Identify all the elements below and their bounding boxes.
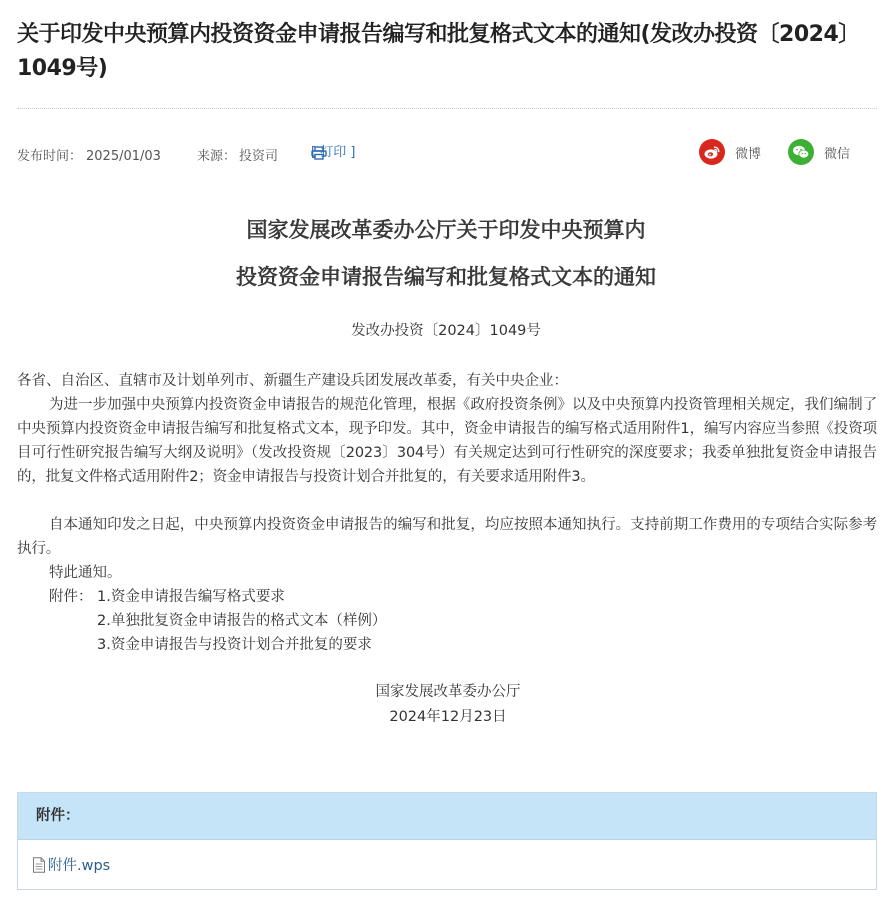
body-paragraph-2: 自本通知印发之日起，中央预算内投资资金申请报告的编写和批复，均应按照本通知执行。支持前期工作费用的专项结合实际参考执行。	[17, 517, 877, 557]
document-icon	[32, 857, 46, 873]
signer: 国家发展改革委办公厅	[375, 684, 521, 700]
publish-date-label: 发布时间：	[17, 149, 83, 164]
salutation: 各省、自治区、直辖市及计划单列市、新疆生产建设兵团发展改革委，有关中央企业：	[17, 373, 568, 389]
sign-date: 2024年12月23日	[389, 709, 507, 725]
attachment-item-1: 1.资金申请报告编写格式要求	[97, 589, 285, 605]
source-label: 来源：	[197, 149, 237, 164]
share-weibo-button[interactable]	[699, 139, 761, 165]
attachment-box	[17, 792, 877, 890]
attachment-item-2: 2.单独批复资金申请报告的格式文本（样例）	[97, 613, 387, 629]
wechat-label: 微信	[824, 146, 851, 162]
weibo-icon	[699, 139, 725, 165]
attachments-label: 附件：	[49, 589, 93, 605]
page-title: 关于印发中央预算内投资资金申请报告编写和批复格式文本的通知(发改办投资〔2024〕1049号)	[17, 22, 860, 81]
closing-line: 特此通知。	[49, 565, 122, 581]
attachment-item-3: 3.资金申请报告与投资计划合并批复的要求	[97, 637, 372, 653]
source-value: 投资司	[239, 149, 279, 164]
print-button[interactable]	[311, 145, 356, 160]
wechat-icon	[788, 139, 814, 165]
attachment-file-link[interactable]	[32, 854, 110, 875]
attachment-file-name: 附件.wps	[48, 858, 111, 874]
share-wechat-button[interactable]	[788, 139, 850, 165]
title-divider	[17, 108, 877, 109]
publish-date: 2025/01/03	[86, 149, 161, 164]
attachment-box-header: 附件：	[18, 793, 876, 840]
body-paragraph-1: 为进一步加强中央预算内投资资金申请报告的规范化管理，根据《政府投资条例》以及中央预算内投资管理相关规定，我们编制了中央预算内投资资金申请报告编写和批复格式文本，现予印发。其中，资金申请报告的编写格式适用附件1，编写内容应当参照《投资项目可行性研究报告编写大纲及说明》（发改投资规〔2023〕304号）有关规定达到可行性研究的深度要求；我委单独批复资金申请报告的，批复文件格式适用附件2；资金申请报告与投资计划合并批复的，有关要求适用附件3。	[17, 397, 877, 485]
print-label: [ 打印 ]	[311, 145, 356, 160]
meta-bar	[17, 146, 437, 168]
weibo-label: 微博	[735, 146, 762, 162]
document-title-line-2: 投资资金申请报告编写和批复格式文本的通知	[236, 265, 656, 289]
document-title-line-1: 国家发展改革委办公厅关于印发中央预算内	[246, 218, 646, 242]
document-number: 发改办投资〔2024〕1049号	[351, 323, 541, 339]
